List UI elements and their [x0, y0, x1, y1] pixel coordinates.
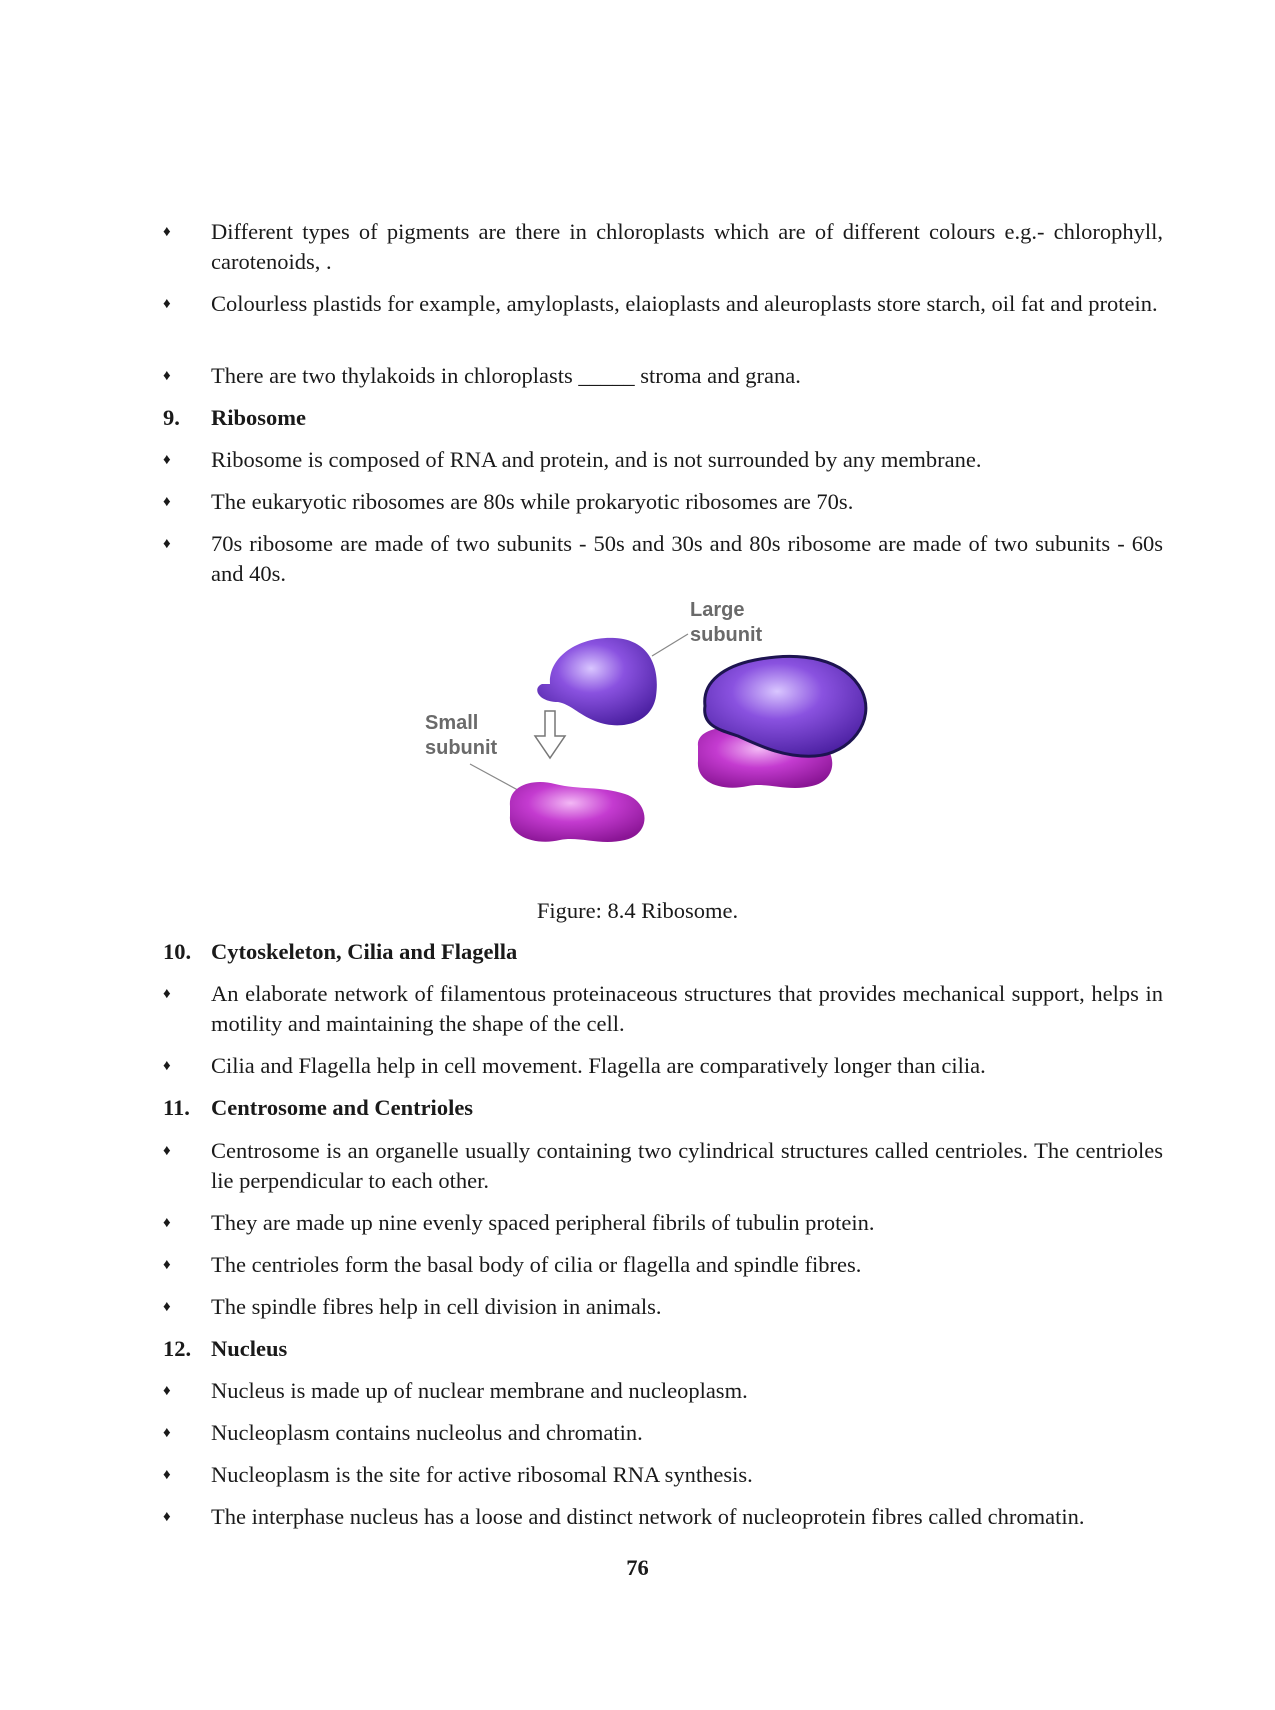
bullet-text: The centrioles form the basal body of cilia or flagella and spindle fibres. — [211, 1252, 862, 1277]
bullet-text: An elaborate network of filamentous proteinaceous structures that provides mechanical support, helps in motility and maintaining the shape of the cell. — [211, 981, 1163, 1036]
figure-caption: Figure: 8.4 Ribosome. — [536, 898, 739, 923]
section-number: 9. — [163, 405, 180, 430]
list-item — [163, 1051, 1163, 1081]
list-item — [163, 1502, 1163, 1532]
list-item — [163, 1418, 1163, 1448]
list-item — [163, 1208, 1163, 1238]
bullet-diamond-icon: ♦ — [163, 1467, 171, 1483]
bullet-text: There are two thylakoids in chloroplasts _____ stroma and grana. — [211, 363, 801, 388]
bullet-text: They are made up nine evenly spaced peripheral fibrils of tubulin protein. — [211, 1210, 875, 1235]
bullet-diamond-icon: ♦ — [163, 452, 171, 468]
bullet-diamond-icon: ♦ — [163, 224, 171, 240]
bullet-diamond-icon: ♦ — [163, 1143, 171, 1159]
section-number: 11. — [163, 1095, 190, 1120]
section-title: Cytoskeleton, Cilia and Flagella — [211, 939, 518, 964]
bullet-diamond-icon: ♦ — [163, 494, 171, 510]
list-item — [163, 217, 1163, 277]
leader-line — [652, 634, 688, 656]
list-item — [163, 1292, 1163, 1322]
list-item — [163, 487, 1163, 517]
section-heading-centrosome — [163, 1093, 1163, 1123]
bullet-diamond-icon: ♦ — [163, 1215, 171, 1231]
label-large-subunit: subunit — [690, 624, 763, 646]
bullet-text: Centrosome is an organelle usually containing two cylindrical structures called centrioles. The centrioles lie perpendicular to each other. — [211, 1138, 1163, 1193]
label-large: Large — [690, 599, 745, 621]
bullet-diamond-icon: ♦ — [163, 1058, 171, 1074]
list-item — [163, 1250, 1163, 1280]
ribosome-figure — [420, 596, 920, 886]
bullet-text: Nucleus is made up of nuclear membrane and nucleoplasm. — [211, 1378, 748, 1403]
section-number: 10. — [163, 939, 192, 964]
bullet-diamond-icon: ♦ — [163, 1257, 171, 1273]
bullet-diamond-icon: ♦ — [163, 1425, 171, 1441]
list-item — [163, 1376, 1163, 1406]
small-subunit-shape — [510, 782, 645, 842]
bullet-text: The eukaryotic ribosomes are 80s while prokaryotic ribosomes are 70s. — [211, 489, 854, 514]
label-small: Small — [425, 712, 479, 734]
bullet-diamond-icon: ♦ — [163, 368, 171, 384]
list-item — [163, 445, 1163, 475]
bullet-diamond-icon: ♦ — [163, 986, 171, 1002]
bullet-diamond-icon: ♦ — [163, 1299, 171, 1315]
list-item — [163, 1460, 1163, 1490]
list-item — [163, 361, 1163, 391]
section-heading-nucleus — [163, 1334, 1163, 1364]
bullet-text: Colourless plastids for example, amyloplasts, elaioplasts and aleuroplasts store starch, oil fat and protein. — [211, 291, 1158, 316]
bullet-diamond-icon: ♦ — [163, 296, 171, 312]
bullet-diamond-icon: ♦ — [163, 1383, 171, 1399]
arrow-down-icon — [535, 711, 565, 758]
bullet-text: Different types of pigments are there in chloroplasts which are of different colours e.g.- chlorophyll, carotenoids, . — [211, 219, 1163, 274]
page-number: 76 — [626, 1555, 649, 1580]
list-item — [163, 289, 1163, 319]
list-item — [163, 529, 1163, 589]
bullet-text: Cilia and Flagella help in cell movement. Flagella are comparatively longer than cilia. — [211, 1053, 986, 1078]
bullet-text: 70s ribosome are made of two subunits - 50s and 30s and 80s ribosome are made of two subunits - 60s and 40s. — [211, 531, 1163, 586]
section-heading-cytoskeleton — [163, 937, 1163, 967]
bullet-diamond-icon: ♦ — [163, 536, 171, 552]
section-heading-ribosome — [163, 403, 1163, 433]
bullet-text: The spindle fibres help in cell division in animals. — [211, 1294, 662, 1319]
section-title: Ribosome — [211, 405, 306, 430]
section-number: 12. — [163, 1336, 192, 1361]
section-title: Centrosome and Centrioles — [211, 1095, 474, 1120]
list-item — [163, 1136, 1163, 1196]
bullet-diamond-icon: ♦ — [163, 1509, 171, 1525]
bullet-text: Ribosome is composed of RNA and protein, and is not surrounded by any membrane. — [211, 447, 982, 472]
bullet-text: Nucleoplasm is the site for active ribosomal RNA synthesis. — [211, 1462, 753, 1487]
bullet-text: Nucleoplasm contains nucleolus and chromatin. — [211, 1420, 643, 1445]
list-item — [163, 979, 1163, 1039]
label-small-subunit: subunit — [425, 737, 498, 759]
bullet-text: The interphase nucleus has a loose and distinct network of nucleoprotein fibres called chromatin. — [211, 1504, 1085, 1529]
section-title: Nucleus — [211, 1336, 288, 1361]
